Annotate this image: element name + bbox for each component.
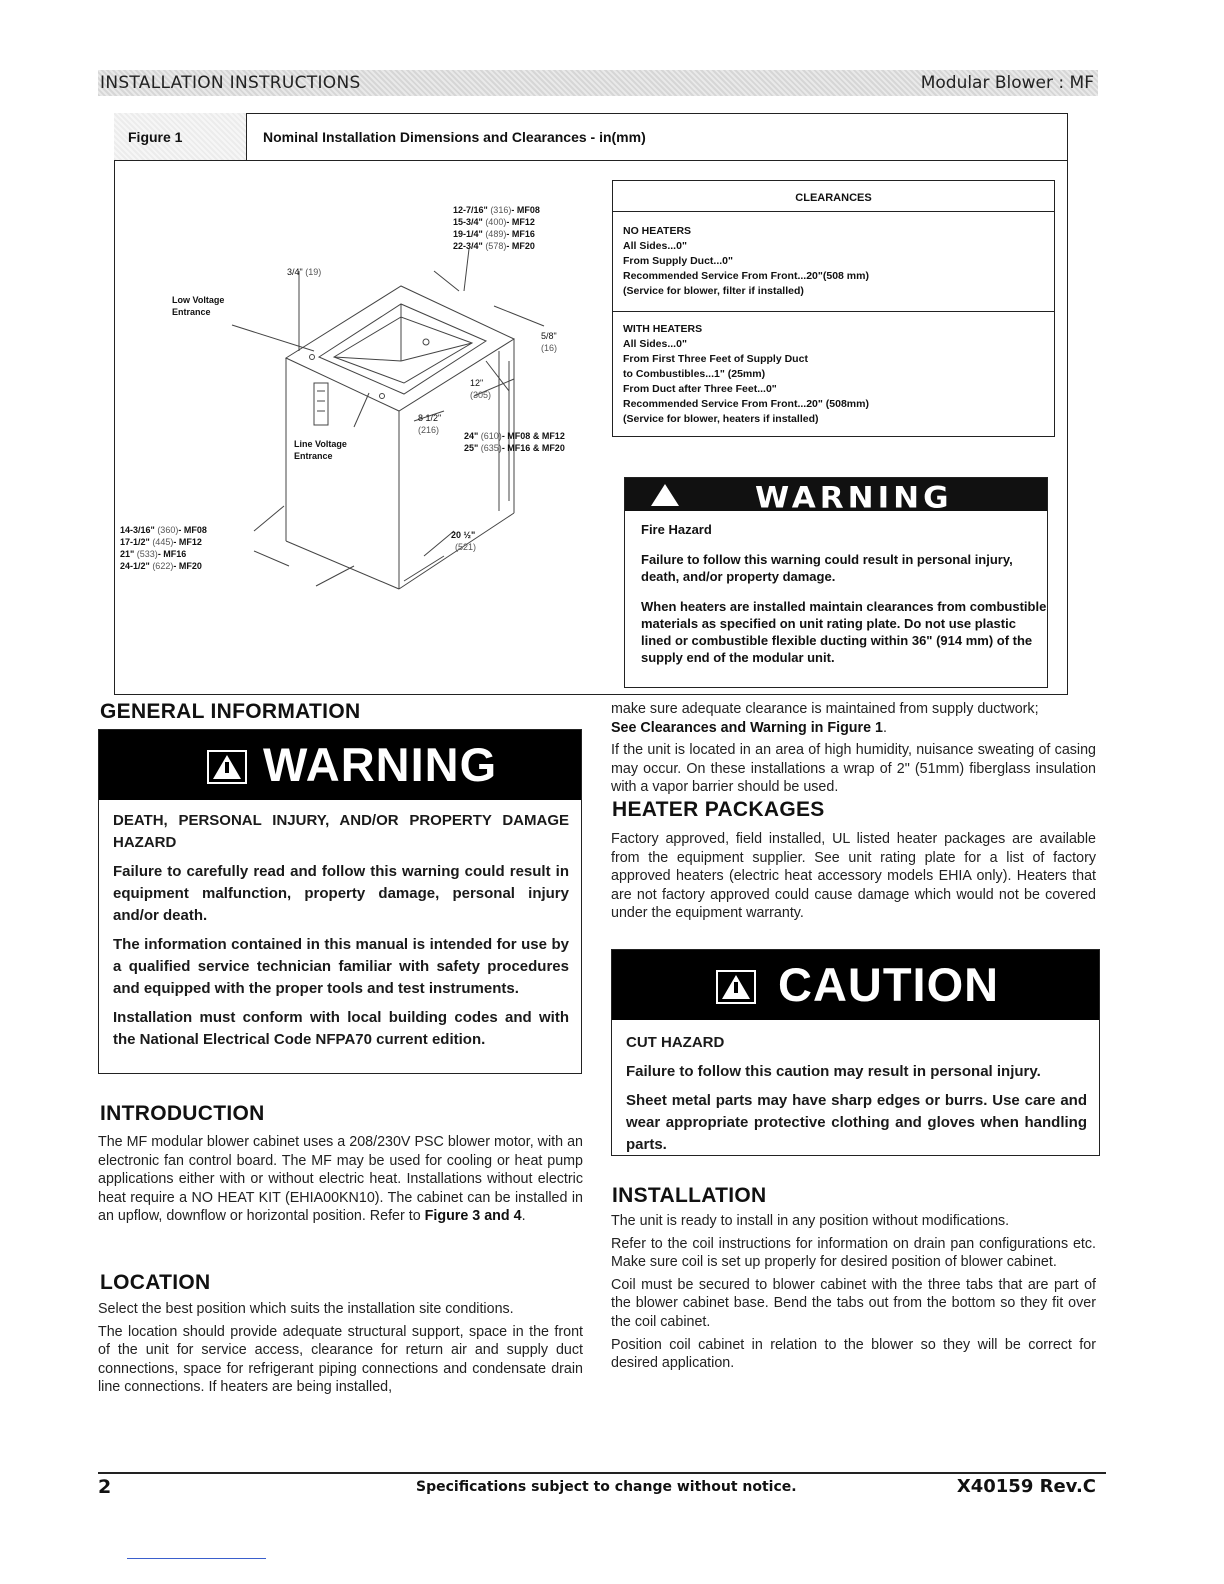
low-voltage-entrance-label: Low Voltage Entrance: [172, 295, 225, 317]
twelve-dim: 12" (305): [470, 378, 492, 400]
page-number: 2: [98, 1476, 112, 1498]
warning-banner: WARNING: [625, 478, 1047, 511]
three-quarter-dim: 3/4" (19): [287, 267, 322, 277]
clearances-table: [612, 180, 1055, 437]
line-voltage-entrance-label: Line Voltage Entrance: [294, 439, 347, 461]
with-heaters-section: WITH HEATERS All Sides...0" From First Three Feet of Supply Duct to Combustibles...1" (25mm) From Duct after Three Feet...0" Recommended Service From Front...20" (508mm) (Service for blower, heaters if installed): [613, 311, 1054, 427]
installation-heading: INSTALLATION: [612, 1184, 767, 1207]
no-heaters-section: NO HEATERS All Sides...0" From Supply Duct...0" Recommended Service From Front...20"(508 mm) (Service for blower, filter if installed): [623, 225, 869, 297]
footer-rule: [98, 1472, 1106, 1474]
heater-packages-text: Factory approved, field installed, UL listed heater packages are available from the equipment supplier. See unit rating plate for a list of factory approved heaters (electric heat accessory models EHIA only). Heaters that are not factory approved could cause damage which would not be covered under the equipment warranty.: [611, 831, 1096, 922]
header-product: Modular Blower : MF: [920, 73, 1094, 93]
location-heading: LOCATION: [100, 1271, 211, 1294]
five-eighths-dim: 5/8" (16): [541, 331, 558, 353]
caution-banner: CAUTION: [612, 950, 1099, 1020]
cut-hazard-caution: CAUTION CUT HAZARD Failure to follow this caution may result in personal injury. Sheet metal parts may have sharp edges or burrs. Use care and wear appropriate protective clothing and gloves when handling parts.: [611, 949, 1100, 1156]
header-title: INSTALLATION INSTRUCTIONS: [100, 73, 361, 93]
heater-packages-heading: HEATER PACKAGES: [612, 798, 825, 821]
footer-notice: Specifications subject to change without notice.: [416, 1479, 797, 1495]
depth-dim: 20 ½" (521): [451, 530, 477, 552]
installation-text: The unit is ready to install in any position without modifications. Refer to the coil instructions for information on drain pan configurations etc. Make sure coil is set up properly for desired position of blower cabinet. Coil must be secured to blower cabinet with the three tabs that are part of the blower cabinet base. Bend the tabs out from the bottom so they fit over the coil cabinet. Position coil cabinet in relation to the blower so they will be correct for desired application.: [611, 1213, 1096, 1372]
location-text: Select the best position which suits the installation site conditions. The location should provide adequate structural support, space in the front of the unit for service access, clearance for return air and supply duct connections, space for refrigerant piping connections and condensate drain line connections. If heaters are being installed,: [98, 1301, 583, 1396]
warning-banner: WARNING: [99, 730, 581, 800]
general-information-heading: GENERAL INFORMATION: [100, 700, 361, 723]
page-header: [98, 70, 1098, 96]
height-dims: 24" (610)- MF08 & MF12 25" (635)- MF16 & MF20: [464, 431, 565, 453]
clearances-heading: CLEARANCES: [613, 181, 1054, 212]
width-dims: 12-7/16" (316)- MF08 15-3/4" (400)- MF12 19-1/4" (489)- MF16 22-3/4" (578)- MF20: [453, 205, 540, 251]
fire-hazard-warning: WARNING Fire Hazard Failure to follow this warning could result in personal injury, death, and/or property damage. When heaters are installed maintain clearances from combustible materials as specified on unit rating plate. Do not use plastic lined or combustible flexible ducting within 36" (914 mm) of the supply end of the modular unit.: [624, 477, 1048, 688]
underline-artifact: [127, 1558, 266, 1559]
figure-title: Nominal Installation Dimensions and Clearances - in(mm): [247, 113, 1068, 161]
introduction-text: The MF modular blower cabinet uses a 208/230V PSC blower motor, with an electronic fan control board. The MF may be used for cooling or heat pump applications either with or without electric heat. Installations without electric heat require a NO HEAT KIT (EHIA00KN10). The cabinet can be installed in an upflow, downflow or horizontal position. Refer to Figure 3 and 4.: [98, 1134, 583, 1225]
document-number: X40159 Rev.C: [956, 1476, 1096, 1497]
eight-half-dim: 8 1/2" (216): [418, 413, 442, 435]
warning-triangle-icon: [207, 750, 247, 784]
caution-triangle-icon: [716, 970, 756, 1004]
clearance-continued-text: make sure adequate clearance is maintained from supply ductwork; See Clearances and Warning in Figure 1. If the unit is located in an area of high humidity, nuisance sweating of casing may occur. On these installations a wrap of 2" (51mm) fiberglass insulation with a vapor barrier should be used.: [611, 701, 1096, 796]
figure-label: Figure 1: [114, 113, 247, 161]
general-warning-box: WARNING DEATH, PERSONAL INJURY, AND/OR PROPERTY DAMAGE HAZARD Failure to carefully read and follow this warning could result in equipment malfunction, property damage, personal injury and/or death. The information contained in this manual is intended for use by a qualified service technician familiar with safety procedures and equipped with the proper tools and test instruments. Installation must conform with local building codes and with the National Electrical Code NFPA70 current edition.: [98, 729, 582, 1074]
depth-model-dims: 14-3/16" (360)- MF08 17-1/2" (445)- MF12 21" (533)- MF16 24-1/2" (622)- MF20: [120, 525, 207, 571]
introduction-heading: INTRODUCTION: [100, 1102, 265, 1125]
warning-triangle-icon: [651, 484, 679, 506]
